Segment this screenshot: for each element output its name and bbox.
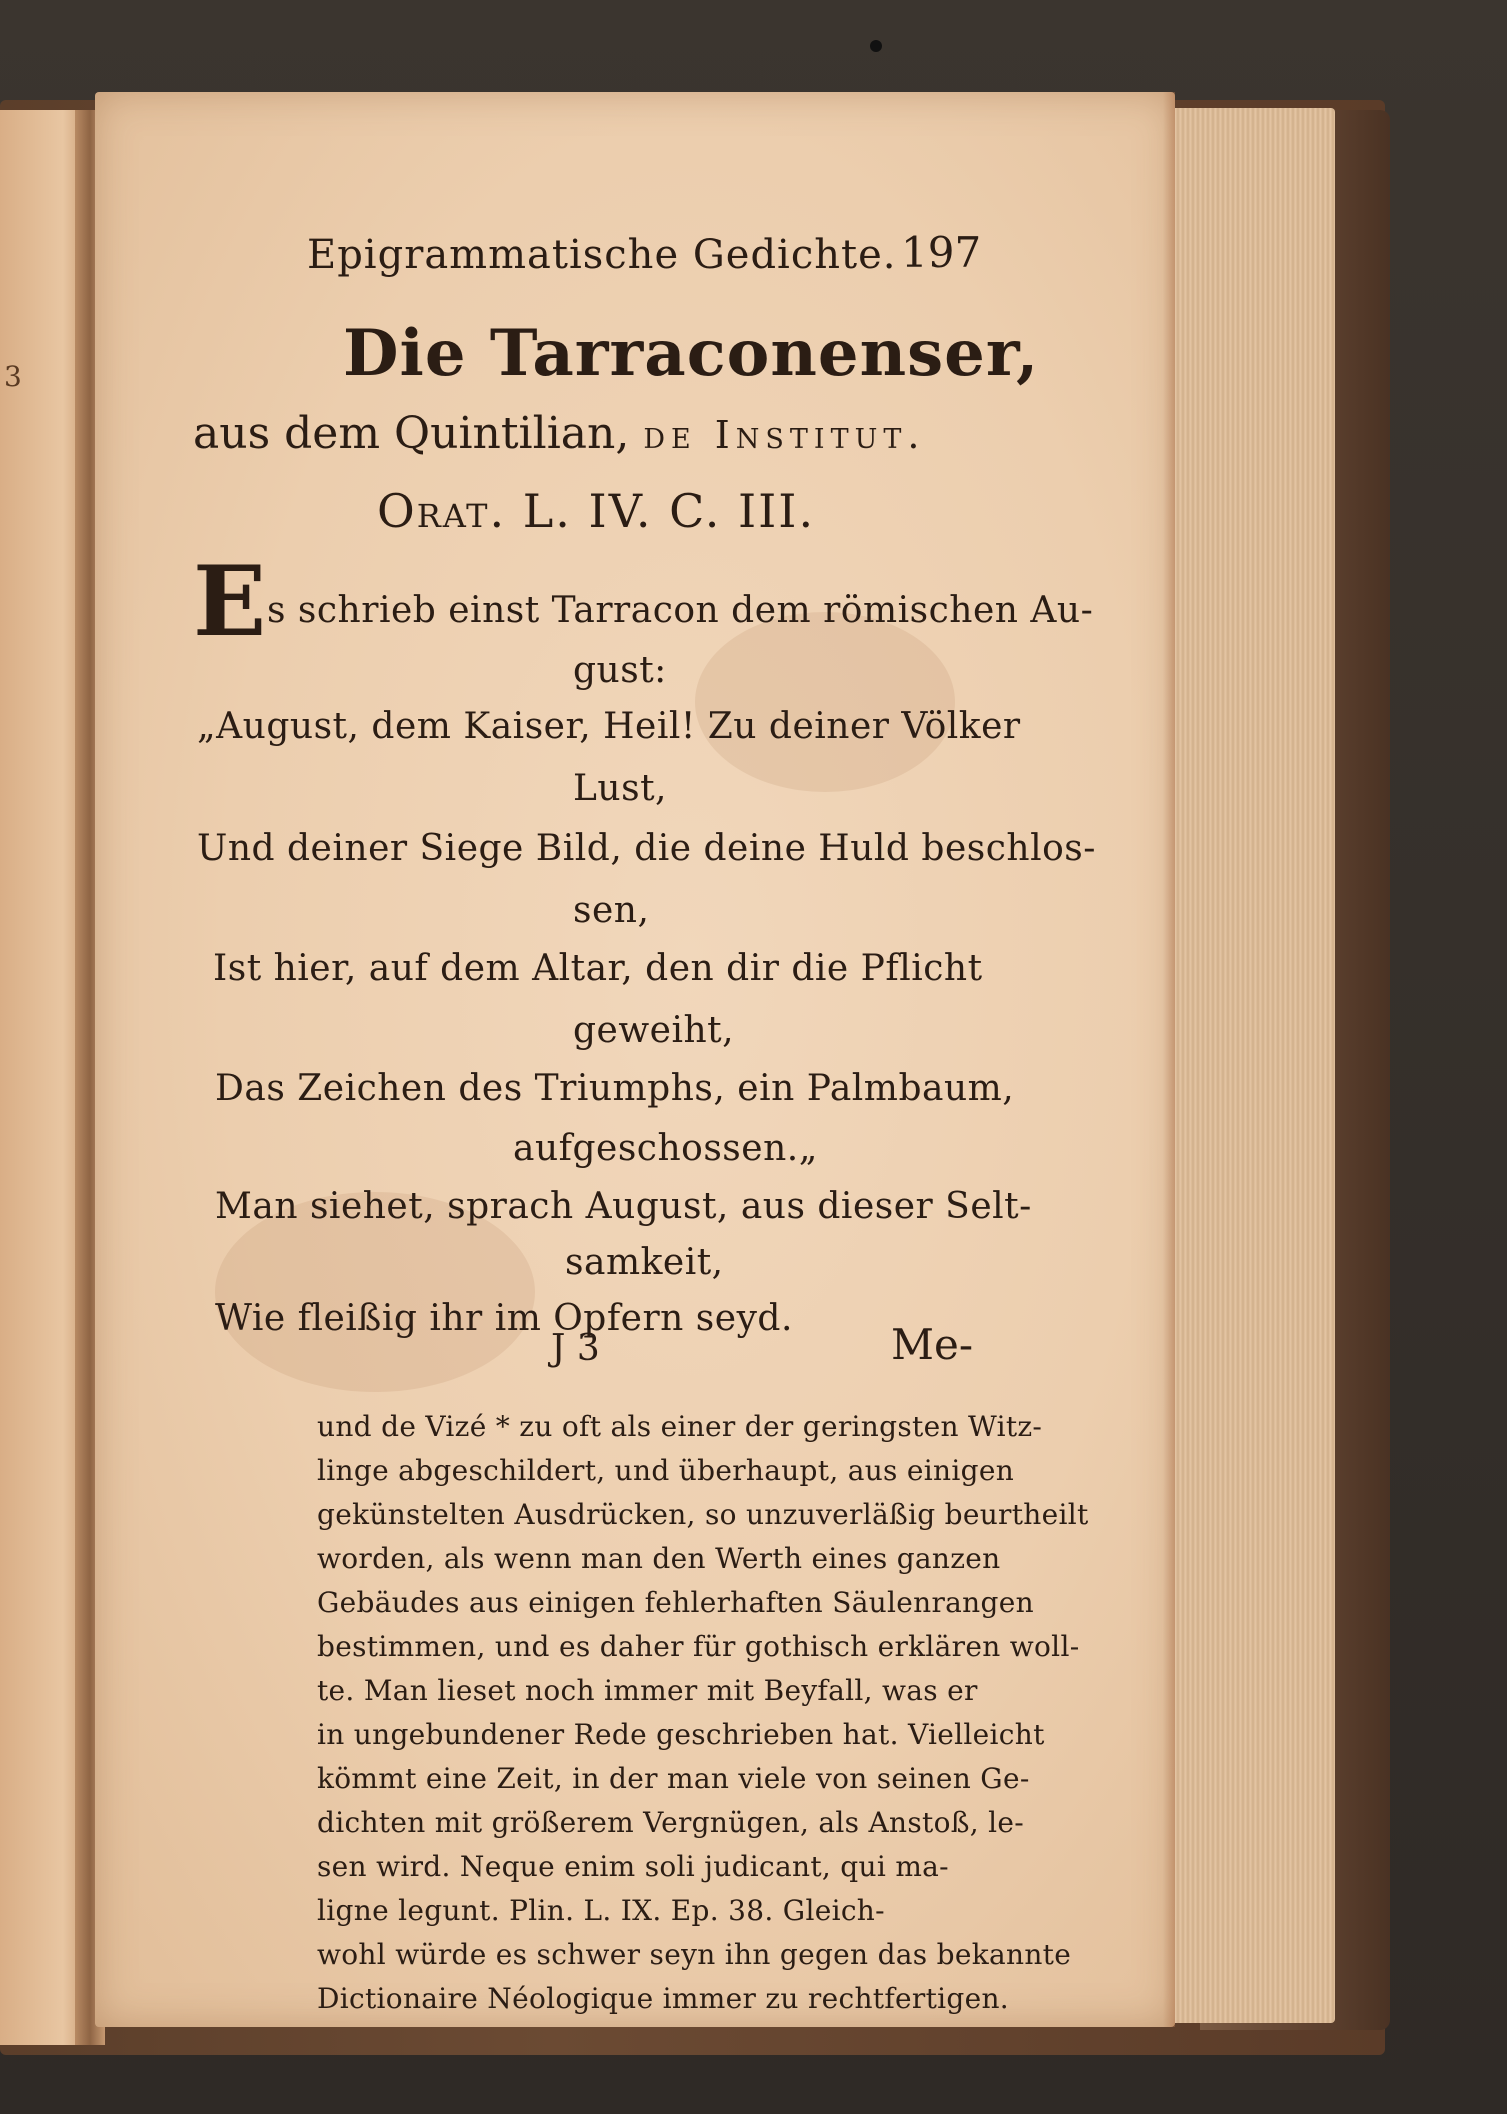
- footnote-line: ligne legunt. Plin. L. IX. Ep. 38. Gleich-: [317, 1894, 885, 1927]
- signature-mark: J 3: [551, 1328, 600, 1369]
- footnote-line: und de Vizé * zu oft als einer der geringsten Witz-: [317, 1410, 1043, 1443]
- poem-source-german: aus dem Quintilian,: [193, 408, 630, 459]
- footnote-line: kömmt eine Zeit, in der man viele von seinen Ge-: [317, 1762, 1030, 1795]
- poem-line: samkeit,: [565, 1242, 724, 1283]
- footnote-line: te. Man lieset noch immer mit Beyfall, was er: [317, 1674, 978, 1707]
- footnote-line: worden, als wenn man den Werth eines ganzen: [317, 1542, 1001, 1575]
- poem-line: Lust,: [573, 768, 667, 809]
- footnote-line: wohl würde es schwer seyn ihn gegen das bekannte: [317, 1938, 1072, 1971]
- poem-line: aufgeschossen.„: [513, 1128, 818, 1169]
- page-number: 197: [901, 228, 982, 277]
- footnote-line: sen wird. Neque enim soli judicant, qui ma-: [317, 1850, 949, 1883]
- drop-cap-initial: E: [193, 545, 267, 658]
- footnote-line: linge abgeschildert, und überhaupt, aus einigen: [317, 1454, 1015, 1487]
- footnote-line: gekünstelten Ausdrücken, so unzuverläßig beurtheilt: [317, 1498, 1089, 1531]
- poem-line: Und deiner Siege Bild, die deine Huld beschlos-: [197, 828, 1096, 869]
- catchword: Me-: [891, 1320, 974, 1369]
- page-edge-shade: [1163, 92, 1175, 2027]
- poem-source-latin: de Institut.: [643, 413, 926, 457]
- poem-source-reference: Orat. L. IV. C. III.: [377, 484, 816, 538]
- running-title: Epigrammatische Gedichte.: [307, 232, 897, 278]
- footnote-line: bestimmen, und es daher für gothisch erklären woll-: [317, 1630, 1080, 1663]
- paper-stain: [695, 612, 955, 792]
- page-stack-edges: [1165, 108, 1335, 2023]
- footnote-line: Gebäudes aus einigen fehlerhaften Säulenrangen: [317, 1586, 1034, 1619]
- left-page-fragment: 3: [4, 360, 22, 393]
- poem-line: s schrieb einst Tarracon dem römischen Au-: [267, 590, 1094, 631]
- poem-line: Wie fleißig ihr im Opfern seyd.: [215, 1298, 793, 1339]
- poem-line: „August, dem Kaiser, Heil! Zu deiner Völker: [197, 706, 1021, 747]
- poem-line: sen,: [573, 890, 650, 931]
- poem-title: Die Tarraconenser,: [343, 316, 1040, 391]
- poem-source: [193, 408, 925, 459]
- footnote-line: dichten mit größerem Vergnügen, als Anstoß, le-: [317, 1806, 1025, 1839]
- poem-line: geweiht,: [573, 1010, 735, 1051]
- poem-line: Ist hier, auf dem Altar, den dir die Pflicht: [213, 948, 983, 989]
- poem-line: gust:: [573, 650, 667, 691]
- poem-line: Man siehet, sprach August, aus dieser Selt-: [215, 1186, 1032, 1227]
- dust-speck: [870, 40, 882, 52]
- footnote-line: in ungebundener Rede geschrieben hat. Vielleicht: [317, 1718, 1045, 1751]
- right-page: [95, 92, 1175, 2027]
- poem-line: Das Zeichen des Triumphs, ein Palmbaum,: [215, 1068, 1015, 1109]
- footnote-line: Dictionaire Néologique immer zu rechtfertigen.: [317, 1982, 1010, 2015]
